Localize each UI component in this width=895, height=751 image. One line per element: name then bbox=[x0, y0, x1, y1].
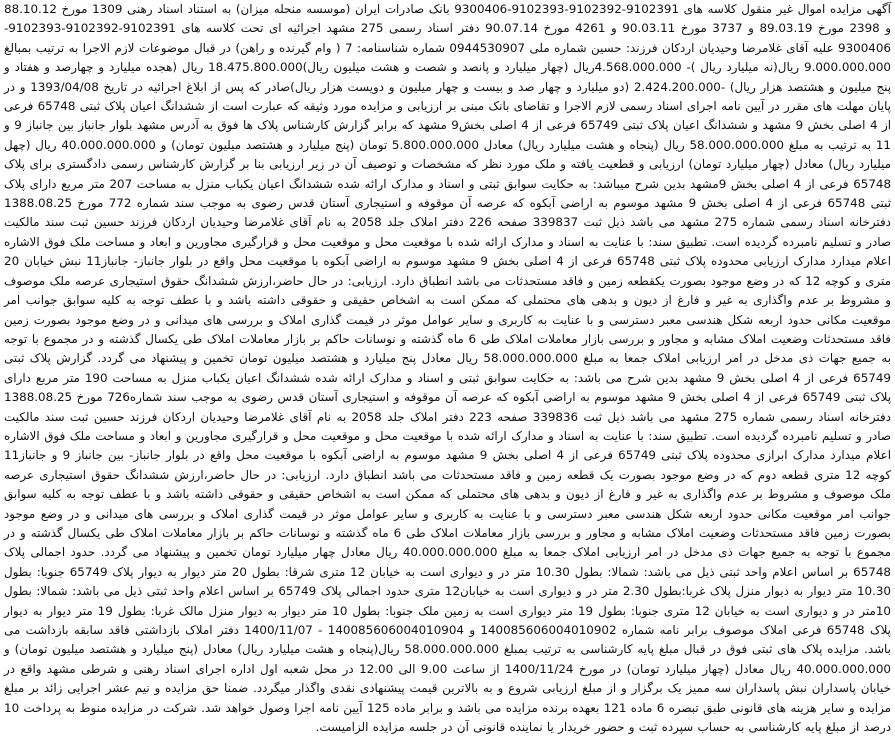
auction-notice-text: آگهی مزایده اموال غیر منقول کلاسه های 9102391-9102392-9102393-9300406 بانک صادرات ایران (موسسه منحله میزان) به استناد اسناد رهنی 1309 مورخ 88.10.12 و 2398 مورخ 89.03.19 و 3737 مورخ 90.03.11 و 4261 مورخ 90.07.14 دفتر اسناد رسمی 275 مشهد اجرائیه ای تحت کلاسه های 9102391-9102392-9102393-9300406 علیه آقای غلامرضا وحیدیان اردکان فرزند: حسین شماره ملی 0944530907 شماره شناسنامه: 7 ( وام گیرنده و راهن) در قبال موضوعات لازم الاجرا به ترتیب بمبالغ 9.000.000.000 ریال(نه میلیارد ریال )- 4.568.000.000ریال (چهار میلیارد و پانصد و شصت و هشت میلیون ریال)18.475.800.000 ریال (هجده میلیارد و چهارصد و هفتاد و پنج میلیون و هشتصد هزار ریال) -2.424.200.000 (دو میلیارد و چهار صد و بیست و چهار میلیون و دویست هزار ریال)صادر که پس از ابلاغ اجرائیه در تاریخ 1393/04/08 و در پایان مهلت های مقرر در آیین نامه اجرای اسناد رسمی لازم الاجرا و تقاضای بانک مبنی بر ارزیابی و مزایده مورد وثیقه که عبارت است از ششدانگ اعیان پلاک ثبتی 65748 فرعی از 4 اصلی بخش 9 مشهد و ششدانگ اعیان پلاک ثبتی 65749 فرعی از 4 اصلی بخش9 مشهد که برابر گزارش کارشناس پلاک ها فوق به آدرس مشهد بلوار جانباز بین جانباز 9 و 11 به ترتیب به مبلغ 58.000.000.000 ریال (پنجاه و هشت میلیارد ریال) معادل 5.800.000.000 تومان (پنج میلیارد و هشتصد میلیون تومان) و 40.000.000.000 ریال (چهل میلیارد ریال) معادل (چهار میلیارد تومان) ارزیابی و قطعیت یافته و ملک مورد نظر که مشخصات و توصیف آن در زیر ارزیابی بنا بر گزارش کارشناس رسمی دادگستری برای پلاک 65748 فرعی از 4 اصلی بخش 9مشهد بدین شرح میباشد: به حکایت سوابق ثبتی و اسناد و مدارک ارائه شده ششدانگ اعیان یکباب منزل به مساحت 207 متر مربع دارای پلاک ثبتی 65748 فرعی از 4 اصلی بخش 9 مشهد موسوم به اراضی آبکوه که عرصه آن موقوفه و استیجاری آستان قدس رضوی به موجب سند شماره 772 مورخ 1388.08.25 دفترخانه اسناد رسمی شماره 275 مشهد می باشد ذیل ثبت 339837 صفحه 226 دفتر املاک جلد 2058 به نام آقای غلامرضا وحیدیان اردکان فرزند حسین ثبت سند مالکیت صادر و تسلیم نامبرده گردیده است. تطبیق سند: با عنایت به اسناد و مدارک ارائه شده با موقعیت محل و موقعیت محل و قرارگیری مجاورین و ابعاد و مساحت ملک فوق الاشاره اعلام میدارد مدارک ارزیابی محدوده پلاک ثبتی 65748 فرعی از 4 اصلی بخش 9 مشهد موسوم به اراضی آبکوه با موقعیت محل واقع در بلوار جانباز- جانباز11 نبش خیابان 20 متری و کوچه 12 که در وضع موجود بصورت یکقطعه زمین و فاقد مستحدثات می باشد انطباق دارد. ارزیابی: در حال حاضر،ارزش ششدانگ حقوق استیجاری عرصه ملک موصوف و مشروط بر عدم واگذاری به غیر و فارغ از دیون و بدهی های محتملی که ممکن است به اشخاص حقیقی و حقوقی داشته باشد و با عطف توجه به کلیه سوابق جوانب امر موقعیت مکانی حدود اربعه شکل هندسی معبر دسترسی و با عنایت به کاربری و سایر عوامل موثر در قیمت گذاری املاک و بررسی های میدانی و در وضع موجود بصورت زمین فاقد مستحدثات وضعیت املاک مشابه و مجاور و بررسی بازار معاملات املاک طی 6 ماه گذشته و نوسانات حاکم بر بازار معاملات املاک طی یکسال گذشته و در مجموع با توجه به جمیع جهات ذی مدخل در امر ارزیابی املاک جمعا به مبلغ 58.000.000.000 ریال معادل پنج میلیارد و هشتصد میلیون تومان تخمین و پیشنهاد می گردد. گزارش پلاک ثبتی 65749 فرعی از 4 اصلی بخش 9 مشهد بدین شرح می باشد: به حکایت سوابق ثبتی و اسناد و مدارک ارائه شده ششدانگ اعیان یکباب منزل به مساحت 190 متر مربع دارای پلاک ثبتی 65749 فرعی از 4 اصلی بخش 9 مشهد موسوم به اراضی آبکوه که عرصه آن موقوفه و استیجاری آستان قدس رضوی به موجب سند شماره726 مورخ 1388.08.25 دفترخانه اسناد رسمی شماره 275 مشهد می باشد ذیل ثبت 339836 صفحه 223 دفتر املاک جلد 2058 به نام آقای غلامرضا وحیدیان اردکان فرزند حسین ثبت سند مالکیت صادر و تسلیم نامبرده گردیده است. تطبیق سند: با عنایت به اسناد و مدارک ارائه شده با موقعیت محل و موقعیت محل و قرارگیری مجاورین و ابعاد و مساحت ملک فوق الاشاره اعلام میدارد مدارک ابرازی محدوده پلاک ثبتی 65749 فرعی از 4 اصلی بخش 9 مشهد موسوم به اراضی آبکوه با موقعیت محل واقع در بلوار جانباز- بین جانباز 9 و جانباز11 کوچه 12 متری قطعه دوم که در وضع موجود بصورت یک قطعه زمین و فاقد مستحدثات می باشد انطباق دارد. ارزیابی: در حال حاضر،ارزش ششدانگ حقوق استیجاری عرصه ملک موصوف و مشروط بر عدم واگذاری به غیر و فارغ از دیون و بدهی های محتملی که ممکن است به اشخاص حقیقی و حقوقی داشته باشد و با عطف توجه به کلیه سوابق جوانب امر موقعیت مکانی حدود اربعه شکل هندسی معبر دسترسی و با عنایت به کاربری و سایر عوامل موثر در قیمت گذاری املاک و بررسی های میدانی و در وضع موجود بصورت زمین فاقد مستحدثات وضعیت املاک مشابه و مجاور و بررسی بازار معاملات املاک طی 6 ماه گذشته و نوسانات حاکم بر بازار معاملات املاک طی یکسال گذشته و در مجموع با توجه به جمیع جهات ذی مدخل در امر ارزیابی املاک جمعا به مبلغ 40.000.000.000 ریال معادل چهار میلیارد تومان تخمین و پیشنهاد می گردد. حدود اجمالی پلاک 65748 بر اساس اعلام واحد ثبتی ذیل می باشد: شمالا: بطول 10.30 متر در و دیواری است به خیابان 12 متری شرقا: بطول 20 متر دیوار به دیوار پلاک 65749 جنوبا: بطول 10.30 متر دیوار به دیوار منزل پلاک غربا:بطول 2.30 متر در و دیواری است به خیابان12 متری حدود اجمالی پلاک 65749 بر اساس اعلام واحد ثبتی ذیل می باشد: شمالا: بطول 10متر در و دیواری است به خیابان 12 متری جنوبا: بطول 19 متر دیواری است به زمین ملک جنوبا: بطول 10 متر دیوار به دیوار منزل مالک غربا: بطول 19 متر دیوار به دیوار پلاک 65748 فرعی املاک موصوف برابر نامه شماره 140085606004010902 و 140085606004010904 - 1400/11/07 دفتر املاک بازداشتی فاقد سابقه بازداشت می باشد. مزایده پلاک های ثبتی فوق در قبال مبلغ پایه کارشناسی به ترتیب بمبلغ 58.000.000.000 ریال(پنجاه و هشت میلیارد ریال) معادل (پنج میلیارد و هشتصد میلیون تومان) و 40.000.000.000 ریال معادل (چهار میلیارد تومان) در مورخ 1400/11/24 از ساعت 9.00 الی 12.00 در محل شعبه اول اداره اجرای اسناد رهنی و شرطی مشهد واقع در خیابان پاسداران نبش پاسداران سه ممیز یک برگزار و از مبلغ ارزیابی شروع و به بالاترین قیمت پیشنهادی نقدی واگذار میگردد. ضمنا حق مزایده و نیم عشر اجرایی زائد بر مبلغ مزایده و سایر هزینه های قانونی طبق تبصره 6 ماده 121 بعهده برنده مزایده می باشد و برابر ماده 125 آیین نامه اجرا وصول خواهد شد. شرکت در مزایده منوط به پرداخت 10 درصد از مبلغ پایه کارشناسی به حساب سپرده ثبت و حضور خریدار یا نماینده قانونی آن در جلسه مزایده الزامیست. bbox=[4, 2, 892, 735]
